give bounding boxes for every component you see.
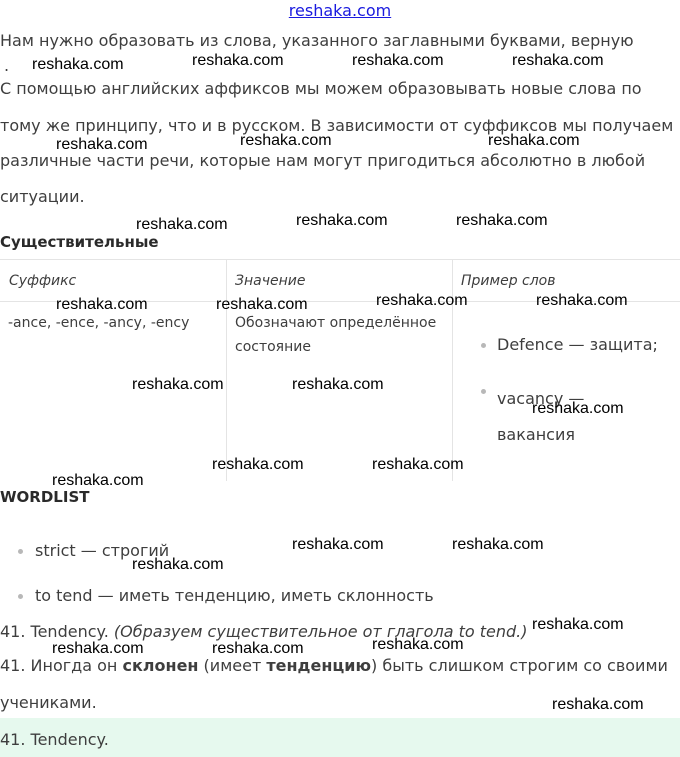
watermark: reshaka.com (32, 56, 124, 73)
wordlist-item: strict — строгий (35, 541, 170, 560)
bullet-icon (481, 389, 486, 394)
section-heading: Существительные (0, 233, 159, 251)
intro-line-1: Нам нужно образовать из слова, указанного заглавными буквами, верную (0, 31, 634, 50)
example-item: vacancy — вакансия (497, 389, 585, 444)
watermark: reshaka.com (216, 296, 308, 313)
bullet-icon (481, 343, 486, 348)
example-item: Defence — защита; (497, 335, 658, 354)
table-divider (226, 259, 227, 481)
watermark: reshaka.com (136, 216, 228, 233)
intro-line-2: . (4, 56, 10, 75)
task-text: ) быть слишком строгим со своими (371, 656, 668, 675)
watermark: reshaka.com (552, 696, 644, 713)
site-link[interactable]: reshaka.com (288, 1, 392, 20)
watermark: reshaka.com (212, 640, 304, 657)
watermark: reshaka.com (240, 132, 332, 149)
watermark: reshaka.com (52, 640, 144, 657)
watermark: reshaka.com (452, 536, 544, 553)
table-header-examples: Пример слов (461, 273, 556, 289)
watermark: reshaka.com (532, 400, 624, 417)
watermark: reshaka.com (532, 616, 624, 633)
intro-line-3: С помощью английских аффиксов мы можем образовывать новые слова по (0, 79, 642, 98)
intro-line-5: различные части речи, которые нам могут пригодиться абсолютно в любой (0, 151, 646, 170)
wordlist-item: to tend — иметь тенденцию, иметь склонность (35, 586, 434, 605)
task-line-3: учениками. (0, 693, 97, 712)
task-bold-word: тенденцию (266, 656, 371, 675)
table-header-meaning: Значение (235, 273, 306, 289)
watermark: reshaka.com (212, 456, 304, 473)
task-text: (имеет (198, 656, 267, 675)
task-text: 41. Иногда он (0, 656, 123, 675)
watermark: reshaka.com (536, 292, 628, 309)
watermark: reshaka.com (512, 52, 604, 69)
watermark: reshaka.com (296, 212, 388, 229)
watermark: reshaka.com (488, 132, 580, 149)
watermark: reshaka.com (52, 472, 144, 489)
watermark: reshaka.com (292, 536, 384, 553)
watermark: reshaka.com (372, 456, 464, 473)
watermark: reshaka.com (456, 212, 548, 229)
answer-text: 41. Tendency. (0, 730, 109, 749)
wordlist-title: WORDLIST (0, 488, 90, 506)
bullet-icon (18, 549, 23, 554)
watermark: reshaka.com (132, 556, 224, 573)
watermark: reshaka.com (192, 52, 284, 69)
watermark: reshaka.com (352, 52, 444, 69)
watermark: reshaka.com (132, 376, 224, 393)
bullet-icon (18, 594, 23, 599)
watermark: reshaka.com (56, 136, 148, 153)
task-number-answer: 41. Tendency. (0, 622, 114, 641)
watermark: reshaka.com (372, 636, 464, 653)
task-bold-word: склонен (122, 656, 199, 675)
task-line-2 (0, 656, 668, 676)
task-note: (Образуем существительное от глагола to tend.) (113, 622, 528, 641)
watermark: reshaka.com (292, 376, 384, 393)
table-cell-meaning: Обозначают определённое состояние (235, 315, 437, 355)
table-header-suffix: Суффикс (9, 273, 77, 289)
intro-line-4: тому же принципу, что и в русском. В зависимости от суффиксов мы получаем (0, 116, 674, 135)
table-cell-suffix: -ance, -ence, -ancy, -ency (8, 315, 190, 331)
watermark: reshaka.com (376, 292, 468, 309)
watermark: reshaka.com (56, 296, 148, 313)
intro-line-6: ситуации. (0, 187, 85, 206)
